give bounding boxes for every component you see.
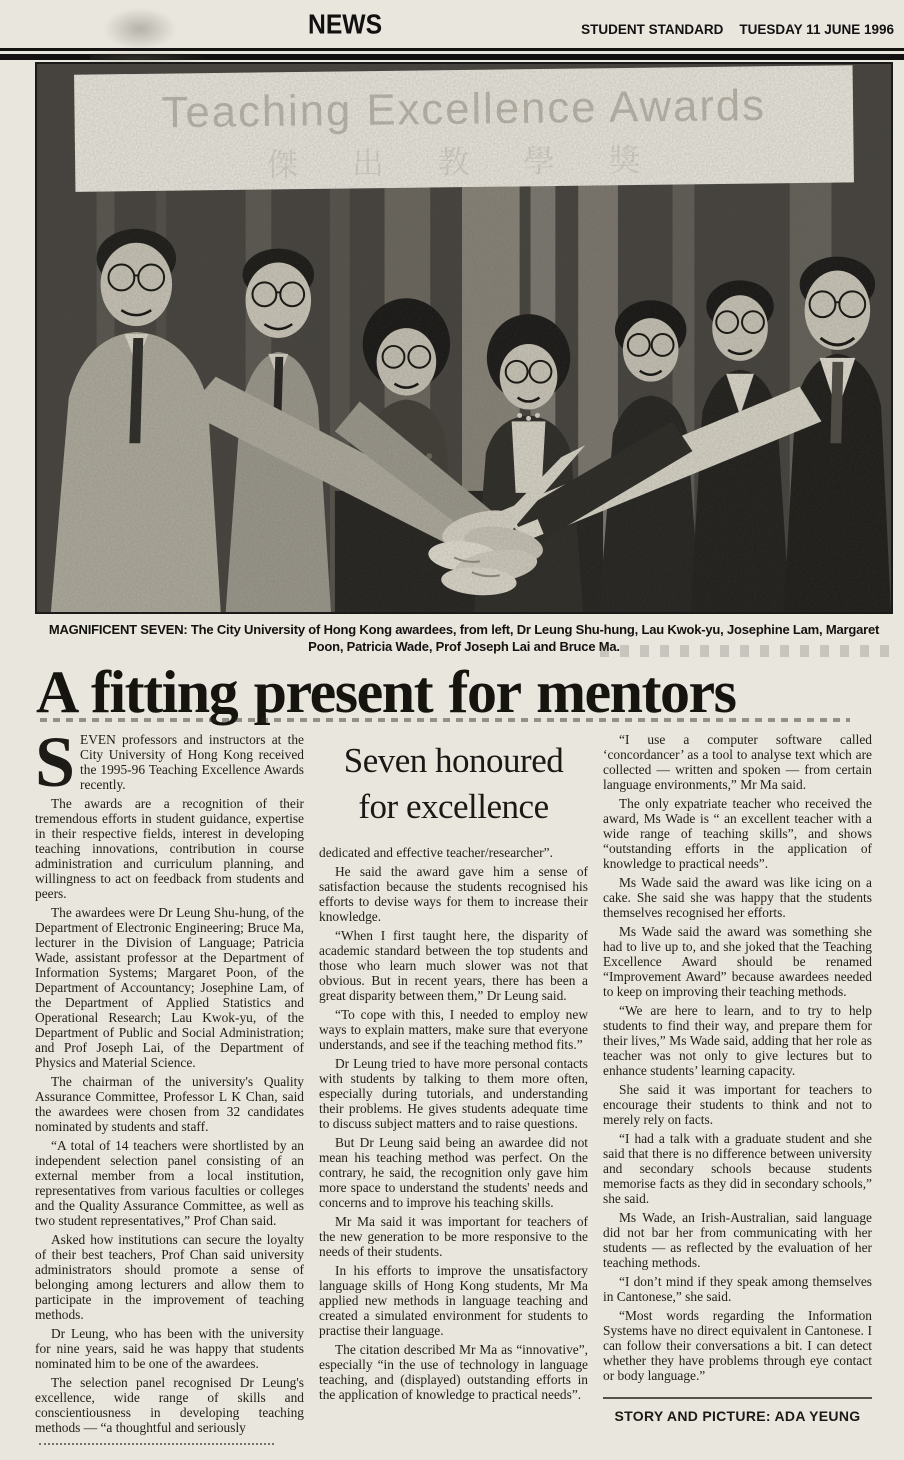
article-column-1 — [35, 722, 304, 1445]
article-paragraph: The citation described Mr Ma as “innovative”, especially “in the use of technology in language teaching, and (displayed) outstanding efforts in the application of knowledge to practical needs”. — [319, 1342, 588, 1402]
banner-text-chinese: 傑 出 教 學 獎 — [266, 142, 663, 184]
article-column-3 — [603, 732, 872, 1445]
subheadline — [319, 738, 588, 829]
caption-text: The City University of Hong Kong awardees, from left, Dr Leung Shu-hung, Lau Kwok-yu, Josephine Lam, Margaret Poon, Patricia Wade, Prof Joseph Lai and Bruce Ma. — [187, 622, 880, 654]
column-3-paragraphs — [603, 732, 872, 1383]
lead-paragraph — [35, 722, 304, 802]
masthead — [0, 0, 904, 43]
caption-lead: MAGNIFICENT SEVEN: — [48, 622, 188, 637]
scan-smudge — [40, 718, 850, 722]
photo-caption — [38, 622, 890, 656]
column-2-paragraphs — [319, 845, 588, 1402]
column-1-paragraphs — [35, 796, 304, 1435]
article-column-2 — [319, 732, 588, 1445]
publication-name: STUDENT STANDARD — [581, 22, 724, 37]
article-paragraph: He said the award gave him a sense of satisfaction because the students recognised his efforts to devise ways for them to increase their knowledge. — [319, 864, 588, 924]
article-paragraph: “I don’t mind if they speak among themselves in Cantonese,” she said. — [603, 1274, 872, 1304]
scan-dotted-row — [39, 1443, 274, 1445]
article-paragraph: “We are here to learn, and to try to help students to find their way, and prepare them for their lives,” Ms Wade said, adding that her role as teacher was not only to give lectures but to enhance students’ learning capacity. — [603, 1003, 872, 1078]
article-paragraph: “A total of 14 teachers were shortlisted by an independent selection panel consisting of an external member from a local institution, representatives from various faculties or colleges and the Quality Assurance Committee, as well as two student representatives,” Prof Chan said. — [35, 1138, 304, 1228]
photo-illustration — [37, 64, 891, 612]
article-paragraph: “To cope with this, I needed to employ new ways to explain matters, make sure that everyone understands, and see if the teaching method fits.” — [319, 1007, 588, 1052]
article-paragraph: She said it was important for teachers to encourage their students to think and not to merely rely on facts. — [603, 1082, 872, 1127]
section-title: NEWS — [308, 7, 383, 40]
banner-text-english: Teaching Excellence Awards — [161, 80, 767, 138]
article-paragraph: Asked how institutions can secure the loyalty of their best teachers, Prof Chan said university administrators should promote a sense of belonging among lecturers and allow them to participate in the improvement of teaching methods. — [35, 1232, 304, 1322]
article-paragraph: Ms Wade, an Irish-Australian, said language did not bar her from communicating with her students — as reflected by the evaluation of her teaching methods. — [603, 1210, 872, 1270]
article-paragraph: The awardees were Dr Leung Shu-hung, of the Department of Electronic Engineering; Bruce Ma, lecturer in the Division of Language; Patricia Wade, assistant professor at the Department of Information Systems; Margaret Poon, of the Department of Accountancy; Josephine Lam, of the Department of Applied Statistics and Operational Research; Lau Kwok-yu, of the Department of Public and Social Administration; and Prof Joseph Lai, of the Department of Physics and Material Science. — [35, 905, 304, 1070]
article-paragraph: Ms Wade said the award was like icing on a cake. She said she was happy that the students themselves recognised her efforts. — [603, 875, 872, 920]
masthead-rule-thin — [0, 48, 904, 51]
article-paragraph: Ms Wade said the award was something she had to live up to, and she joked that the Teaching Excellence Award should be renamed “Improvement Award” because awardees needed to keep on improving their teaching methods. — [603, 924, 872, 999]
byline: STORY AND PICTURE: ADA YEUNG — [614, 1408, 861, 1424]
lead-text: EVEN professors and instructors at the City University of Hong Kong received the 1995-96 Teaching Excellence Awards recently. — [80, 732, 304, 792]
subheadline-line2: for excellence — [358, 786, 549, 826]
article-paragraph: “I use a computer software called ‘concordancer’ as a tool to analyse text which are collected — written and spoken — from certain language environments,” Mr Ma said. — [603, 732, 872, 792]
drop-cap: S — [35, 722, 76, 802]
issue-date: TUESDAY 11 JUNE 1996 — [739, 22, 894, 37]
headline: A fitting present for mentors — [36, 659, 736, 725]
publication-dateline — [581, 22, 894, 37]
byline-block — [603, 1397, 872, 1424]
article-paragraph: Dr Leung, who has been with the university for nine years, said he was happy that students nominated him to be one of the awardees. — [35, 1326, 304, 1371]
article-paragraph: In his efforts to improve the unsatisfactory language skills of Hong Kong students, Mr Ma applied new methods in language teaching and created a simulated environment for students to practise their language. — [319, 1263, 588, 1338]
subheadline-line1: Seven honoured — [343, 741, 564, 780]
masthead-rule-thick — [0, 54, 904, 60]
article-paragraph: Mr Ma said it was important for teachers of the new generation to be more responsive to the needs of their students. — [319, 1214, 588, 1259]
news-photo — [35, 62, 893, 614]
byline-rule — [603, 1397, 872, 1399]
film-grain-overlay — [37, 64, 891, 612]
article-paragraph: “When I first taught here, the disparity of academic standard between the top students and those who learn much slower was not that obvious. But in recent years, there has been a great disparity between them,” Dr Leung said. — [319, 928, 588, 1003]
article-paragraph: The selection panel recognised Dr Leung's excellence, wide range of skills and conscientiousness in developing teaching methods — “a thoughtful and seriously — [35, 1375, 304, 1435]
article-paragraph: But Dr Leung said being an awardee did not mean his teaching method was perfect. On the contrary, he said, the recognition only gave him more space to understand the students' needs and concerns and to improve his teaching skills. — [319, 1135, 588, 1210]
article-paragraph: The chairman of the university's Quality Assurance Committee, Professor L K Chan, said the awardees were chosen from 32 candidates nominated by students and staff. — [35, 1074, 304, 1134]
article-paragraph: dedicated and effective teacher/researcher”. — [319, 845, 553, 860]
article-paragraph: Dr Leung tried to have more personal contacts with students by talking to them more often, especially during tutorials, and understanding their problems. He gives students adequate time to discuss subject matters and to raise questions. — [319, 1056, 588, 1131]
article-body — [35, 722, 873, 1445]
article-paragraph: “Most words regarding the Information Systems have no direct equivalent in Cantonese. I can follow their conversations a bit. I can detect whether they have problems through eye contact or body language.” — [603, 1308, 872, 1383]
article-paragraph: “I had a talk with a graduate student and she said that there is no difference between university and secondary schools because students memorise facts as they did in secondary schools,” she said. — [603, 1131, 872, 1206]
article-paragraph: The awards are a recognition of their tremendous efforts in student guidance, expertise in their respective fields, interest in developing teaching innovations, contribution in course administration and curriculum planning, and willingness to act on feedback from students and peers. — [35, 796, 304, 901]
article-paragraph: The only expatriate teacher who received the award, Ms Wade is “ an excellent teacher with a wide range of teaching skills”, and shows “outstanding efforts in the application of knowledge to practical needs”. — [603, 796, 872, 871]
